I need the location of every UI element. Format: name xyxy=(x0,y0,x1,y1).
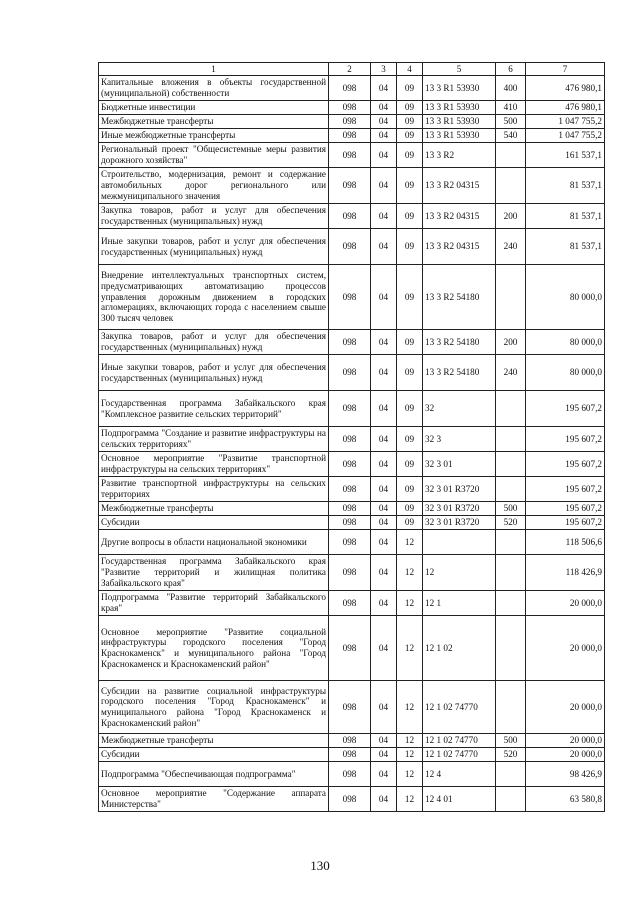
row-amount: 20 000,0 xyxy=(526,748,605,762)
row-section-code: 04 xyxy=(371,502,397,516)
row-admin-code: 098 xyxy=(329,355,371,391)
row-name: Подпрограмма "Создание и развитие инфраструктуры на сельских территориях" xyxy=(99,427,329,452)
budget-table xyxy=(98,62,605,812)
row-name: Бюджетные инвестиции xyxy=(99,101,329,115)
row-amount: 81 537,1 xyxy=(526,204,605,229)
table-row xyxy=(99,101,605,115)
table-row xyxy=(99,143,605,168)
table-row xyxy=(99,748,605,762)
row-target-article-code: 32 3 01 R3720 xyxy=(423,477,496,502)
row-subsection-code: 12 xyxy=(397,616,423,681)
row-subsection-code: 12 xyxy=(397,787,423,812)
header-cell: 4 xyxy=(397,63,423,76)
row-subsection-code: 09 xyxy=(397,76,423,101)
row-target-article-code: 12 1 02 xyxy=(423,616,496,681)
row-subsection-code: 09 xyxy=(397,477,423,502)
row-name: Иные закупки товаров, работ и услуг для обеспечения государственных (муниципальных) нужд xyxy=(99,229,329,265)
row-expense-type-code xyxy=(496,452,526,477)
row-admin-code: 098 xyxy=(329,204,371,229)
header-cell: 5 xyxy=(423,63,496,76)
row-subsection-code: 12 xyxy=(397,734,423,748)
row-subsection-code: 09 xyxy=(397,129,423,143)
budget-table-sheet xyxy=(98,62,604,812)
table-row xyxy=(99,115,605,129)
row-section-code: 04 xyxy=(371,265,397,330)
row-admin-code: 098 xyxy=(329,502,371,516)
row-amount: 20 000,0 xyxy=(526,681,605,734)
row-section-code: 04 xyxy=(371,616,397,681)
row-section-code: 04 xyxy=(371,555,397,591)
row-target-article-code: 32 3 01 R3720 xyxy=(423,516,496,530)
row-amount: 80 000,0 xyxy=(526,265,605,330)
row-amount: 1 047 755,2 xyxy=(526,115,605,129)
row-expense-type-code: 240 xyxy=(496,355,526,391)
row-subsection-code: 09 xyxy=(397,330,423,355)
row-amount: 80 000,0 xyxy=(526,355,605,391)
row-expense-type-code xyxy=(496,477,526,502)
row-name: Основное мероприятие "Развитие транспортной инфраструктуры на сельских территориях" xyxy=(99,452,329,477)
row-target-article-code: 12 4 01 xyxy=(423,787,496,812)
table-row xyxy=(99,265,605,330)
row-section-code: 04 xyxy=(371,516,397,530)
row-section-code: 04 xyxy=(371,530,397,555)
row-name: Капитальные вложения в объекты государственной (муниципальной) собственности xyxy=(99,76,329,101)
row-name: Государственная программа Забайкальского края "Развитие территорий и жилищная политика Забайкальского края" xyxy=(99,555,329,591)
row-admin-code: 098 xyxy=(329,330,371,355)
row-target-article-code: 13 3 R2 04315 xyxy=(423,204,496,229)
row-name: Подпрограмма "Развитие территорий Забайкальского края" xyxy=(99,591,329,616)
row-expense-type-code xyxy=(496,555,526,591)
row-name: Закупка товаров, работ и услуг для обеспечения государственных (муниципальных) нужд xyxy=(99,204,329,229)
row-amount: 20 000,0 xyxy=(526,734,605,748)
row-name: Региональный проект "Общесистемные меры развития дорожного хозяйства" xyxy=(99,143,329,168)
row-expense-type-code: 200 xyxy=(496,330,526,355)
row-target-article-code: 13 3 R2 54180 xyxy=(423,355,496,391)
row-name: Субсидии на развитие социальной инфраструктуры городского поселения "Город Краснокаменск" и муниципального района "Город Краснокаменск и Краснокаменский район" xyxy=(99,681,329,734)
row-admin-code: 098 xyxy=(329,748,371,762)
row-section-code: 04 xyxy=(371,391,397,427)
table-row xyxy=(99,76,605,101)
row-amount: 80 000,0 xyxy=(526,330,605,355)
row-section-code: 04 xyxy=(371,229,397,265)
row-admin-code: 098 xyxy=(329,530,371,555)
row-subsection-code: 12 xyxy=(397,591,423,616)
row-name: Иные закупки товаров, работ и услуг для обеспечения государственных (муниципальных) нужд xyxy=(99,355,329,391)
table-row xyxy=(99,355,605,391)
row-admin-code: 098 xyxy=(329,129,371,143)
row-admin-code: 098 xyxy=(329,168,371,204)
table-row xyxy=(99,168,605,204)
header-cell: 7 xyxy=(526,63,605,76)
header-cell: 6 xyxy=(496,63,526,76)
row-admin-code: 098 xyxy=(329,591,371,616)
row-expense-type-code: 500 xyxy=(496,115,526,129)
row-expense-type-code: 540 xyxy=(496,129,526,143)
table-row xyxy=(99,762,605,787)
row-expense-type-code: 520 xyxy=(496,748,526,762)
row-amount: 63 580,8 xyxy=(526,787,605,812)
row-subsection-code: 12 xyxy=(397,762,423,787)
row-target-article-code: 32 3 xyxy=(423,427,496,452)
row-admin-code: 098 xyxy=(329,452,371,477)
table-row xyxy=(99,477,605,502)
row-target-article-code: 32 3 01 xyxy=(423,452,496,477)
row-name: Межбюджетные трансферты xyxy=(99,502,329,516)
row-amount: 195 607,2 xyxy=(526,477,605,502)
table-row xyxy=(99,330,605,355)
row-target-article-code: 13 3 R2 xyxy=(423,143,496,168)
row-admin-code: 098 xyxy=(329,516,371,530)
row-section-code: 04 xyxy=(371,101,397,115)
row-expense-type-code xyxy=(496,787,526,812)
row-amount: 161 537,1 xyxy=(526,143,605,168)
row-section-code: 04 xyxy=(371,115,397,129)
row-target-article-code: 12 xyxy=(423,555,496,591)
table-row xyxy=(99,502,605,516)
row-admin-code: 098 xyxy=(329,762,371,787)
table-row xyxy=(99,516,605,530)
row-subsection-code: 09 xyxy=(397,427,423,452)
row-amount: 1 047 755,2 xyxy=(526,129,605,143)
row-section-code: 04 xyxy=(371,452,397,477)
row-amount: 476 980,1 xyxy=(526,101,605,115)
row-name: Закупка товаров, работ и услуг для обеспечения государственных (муниципальных) нужд xyxy=(99,330,329,355)
row-subsection-code: 09 xyxy=(397,502,423,516)
row-amount: 20 000,0 xyxy=(526,616,605,681)
row-target-article-code: 13 3 R1 53930 xyxy=(423,115,496,129)
row-expense-type-code xyxy=(496,427,526,452)
row-section-code: 04 xyxy=(371,762,397,787)
row-amount: 195 607,2 xyxy=(526,502,605,516)
table-row xyxy=(99,591,605,616)
row-subsection-code: 09 xyxy=(397,391,423,427)
row-section-code: 04 xyxy=(371,477,397,502)
table-row xyxy=(99,204,605,229)
row-target-article-code: 32 xyxy=(423,391,496,427)
header-cell: 2 xyxy=(329,63,371,76)
row-target-article-code: 13 3 R1 53930 xyxy=(423,76,496,101)
row-name: Внедрение интеллектуальных транспортных систем, предусматривающих автоматизацию процессов управления дорожным движением в городских агломерациях, включающих города с населением свыше 300 тысяч человек xyxy=(99,265,329,330)
row-section-code: 04 xyxy=(371,129,397,143)
row-name: Другие вопросы в области национальной экономики xyxy=(99,530,329,555)
row-target-article-code: 12 1 xyxy=(423,591,496,616)
row-target-article-code: 13 3 R2 04315 xyxy=(423,168,496,204)
row-subsection-code: 09 xyxy=(397,229,423,265)
row-subsection-code: 12 xyxy=(397,748,423,762)
row-target-article-code: 13 3 R1 53930 xyxy=(423,129,496,143)
row-section-code: 04 xyxy=(371,427,397,452)
table-row xyxy=(99,787,605,812)
row-admin-code: 098 xyxy=(329,734,371,748)
row-subsection-code: 09 xyxy=(397,265,423,330)
row-amount: 195 607,2 xyxy=(526,516,605,530)
row-amount: 476 980,1 xyxy=(526,76,605,101)
table-row xyxy=(99,452,605,477)
row-admin-code: 098 xyxy=(329,787,371,812)
row-amount: 118 506,6 xyxy=(526,530,605,555)
table-row xyxy=(99,229,605,265)
row-admin-code: 098 xyxy=(329,265,371,330)
table-row xyxy=(99,530,605,555)
row-subsection-code: 12 xyxy=(397,681,423,734)
row-expense-type-code: 520 xyxy=(496,516,526,530)
row-section-code: 04 xyxy=(371,168,397,204)
row-expense-type-code xyxy=(496,681,526,734)
row-admin-code: 098 xyxy=(329,477,371,502)
row-amount: 98 426,9 xyxy=(526,762,605,787)
row-target-article-code: 13 3 R1 53930 xyxy=(423,101,496,115)
row-section-code: 04 xyxy=(371,591,397,616)
budget-table-body xyxy=(99,63,605,812)
row-amount: 81 537,1 xyxy=(526,168,605,204)
row-name: Основное мероприятие "Развитие социальной инфраструктуры городского поселения "Город Краснокаменск" и муниципального района "Город Краснокаменск и Краснокаменский район" xyxy=(99,616,329,681)
row-target-article-code: 12 4 xyxy=(423,762,496,787)
row-admin-code: 098 xyxy=(329,681,371,734)
row-name: Субсидии xyxy=(99,516,329,530)
row-expense-type-code: 500 xyxy=(496,502,526,516)
row-name: Межбюджетные трансферты xyxy=(99,734,329,748)
row-target-article-code: 13 3 R2 54180 xyxy=(423,330,496,355)
row-subsection-code: 09 xyxy=(397,143,423,168)
row-section-code: 04 xyxy=(371,748,397,762)
row-amount: 195 607,2 xyxy=(526,427,605,452)
table-row xyxy=(99,427,605,452)
table-row xyxy=(99,681,605,734)
row-section-code: 04 xyxy=(371,734,397,748)
row-amount: 195 607,2 xyxy=(526,452,605,477)
row-name: Строительство, модернизация, ремонт и содержание автомобильных дорог регионального или межмуниципального значения xyxy=(99,168,329,204)
row-subsection-code: 12 xyxy=(397,555,423,591)
row-subsection-code: 09 xyxy=(397,516,423,530)
row-expense-type-code: 240 xyxy=(496,229,526,265)
row-admin-code: 098 xyxy=(329,143,371,168)
row-target-article-code: 12 1 02 74770 xyxy=(423,681,496,734)
row-name: Основное мероприятие "Содержание аппарата Министерства" xyxy=(99,787,329,812)
row-name: Развитие транспортной инфраструктуры на сельских территориях xyxy=(99,477,329,502)
row-section-code: 04 xyxy=(371,681,397,734)
row-amount: 20 000,0 xyxy=(526,591,605,616)
row-subsection-code: 09 xyxy=(397,101,423,115)
row-expense-type-code: 410 xyxy=(496,101,526,115)
row-subsection-code: 12 xyxy=(397,530,423,555)
row-expense-type-code xyxy=(496,391,526,427)
row-subsection-code: 09 xyxy=(397,204,423,229)
table-row xyxy=(99,555,605,591)
table-header-row xyxy=(99,63,605,76)
row-name: Государственная программа Забайкальского края "Комплексное развитие сельских территорий" xyxy=(99,391,329,427)
row-subsection-code: 09 xyxy=(397,115,423,129)
row-section-code: 04 xyxy=(371,330,397,355)
row-admin-code: 098 xyxy=(329,616,371,681)
row-section-code: 04 xyxy=(371,787,397,812)
row-admin-code: 098 xyxy=(329,115,371,129)
row-expense-type-code: 500 xyxy=(496,734,526,748)
row-name: Подпрограмма "Обеспечивающая подпрограмма" xyxy=(99,762,329,787)
row-admin-code: 098 xyxy=(329,555,371,591)
row-admin-code: 098 xyxy=(329,76,371,101)
row-amount: 118 426,9 xyxy=(526,555,605,591)
row-expense-type-code xyxy=(496,591,526,616)
row-subsection-code: 09 xyxy=(397,355,423,391)
row-subsection-code: 09 xyxy=(397,452,423,477)
row-expense-type-code xyxy=(496,530,526,555)
row-expense-type-code xyxy=(496,143,526,168)
row-expense-type-code xyxy=(496,265,526,330)
row-expense-type-code xyxy=(496,168,526,204)
row-expense-type-code: 400 xyxy=(496,76,526,101)
row-amount: 81 537,1 xyxy=(526,229,605,265)
row-expense-type-code xyxy=(496,616,526,681)
row-name: Иные межбюджетные трансферты xyxy=(99,129,329,143)
row-admin-code: 098 xyxy=(329,229,371,265)
table-row xyxy=(99,129,605,143)
row-expense-type-code: 200 xyxy=(496,204,526,229)
row-target-article-code: 13 3 R2 54180 xyxy=(423,265,496,330)
row-name: Субсидии xyxy=(99,748,329,762)
row-admin-code: 098 xyxy=(329,427,371,452)
row-section-code: 04 xyxy=(371,76,397,101)
row-target-article-code: 12 1 02 74770 xyxy=(423,748,496,762)
row-subsection-code: 09 xyxy=(397,168,423,204)
row-target-article-code: 32 3 01 R3720 xyxy=(423,502,496,516)
row-section-code: 04 xyxy=(371,355,397,391)
row-amount: 195 607,2 xyxy=(526,391,605,427)
table-row xyxy=(99,616,605,681)
row-name: Межбюджетные трансферты xyxy=(99,115,329,129)
header-cell: 1 xyxy=(99,63,329,76)
row-admin-code: 098 xyxy=(329,101,371,115)
row-target-article-code: 13 3 R2 04315 xyxy=(423,229,496,265)
page-number: 130 xyxy=(310,858,330,873)
table-row xyxy=(99,391,605,427)
table-row xyxy=(99,734,605,748)
row-admin-code: 098 xyxy=(329,391,371,427)
row-expense-type-code xyxy=(496,762,526,787)
row-target-article-code xyxy=(423,530,496,555)
row-section-code: 04 xyxy=(371,204,397,229)
header-cell: 3 xyxy=(371,63,397,76)
row-target-article-code: 12 1 02 74770 xyxy=(423,734,496,748)
row-section-code: 04 xyxy=(371,143,397,168)
